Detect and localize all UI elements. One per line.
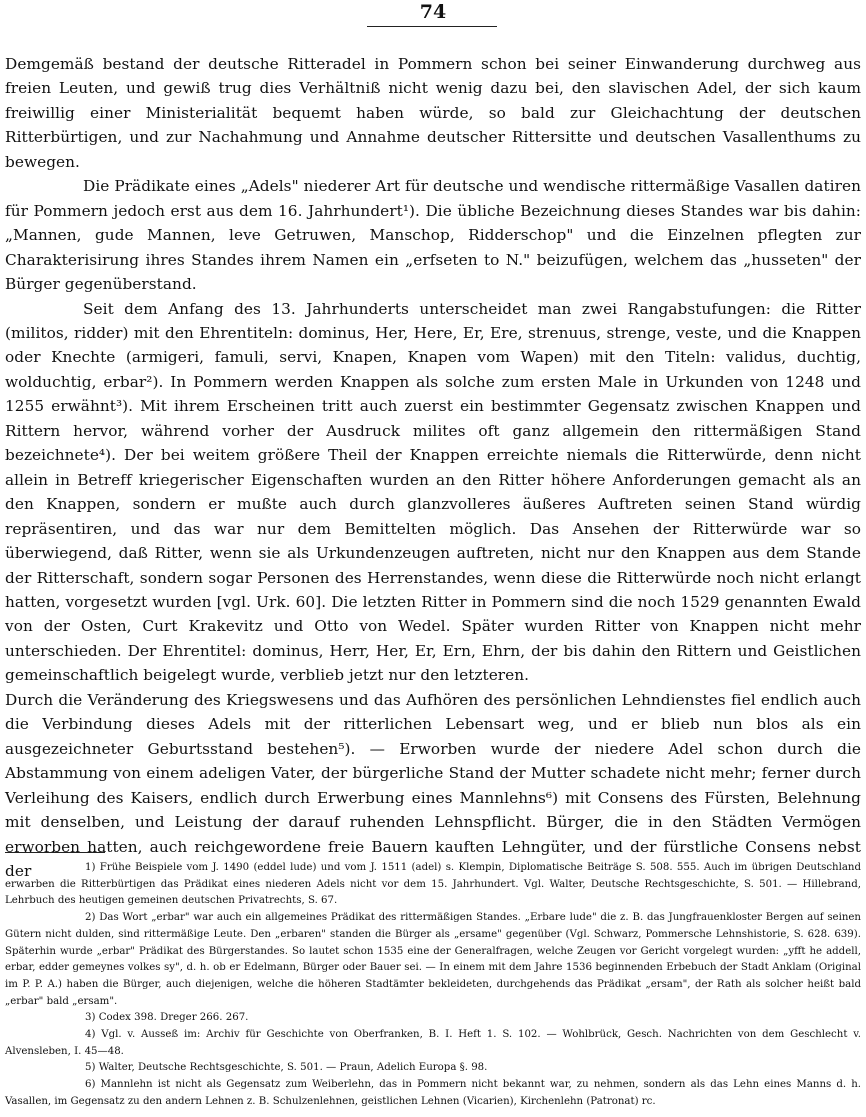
paragraph-2: Die Prädikate eines „Adels" niederer Art für deutsche und wendische rittermäßige Vasallen datiren für Pommern jedoch erst aus dem 16. Jahrhundert¹). Die übliche Bezeichnung dieses Standes war bis dahin: „Mannen, gude Mannen, leve Getruwen, Manschop, Ridderschop" und die Einzelnen pflegten zur Charakterisirung ihres Standes ihrem Namen ein „erfseten to N." beizufügen, welchem das „husseten" der Bürger gegenüberstand. (5, 177, 861, 294)
footnote-2: 2) Das Wort „erbar" war auch ein allgemeines Prädikat des rittermäßigen Standes. „Erbare lude" die z. B. das Jungfrauenkloster Bergen auf seinen Gütern nicht dulden, sind rittermäßige Leute. Den „erbaren" standen die Bürger als „ersame" gegenüber (Vgl. Schwarz, Pommersche Lehnshistorie, S. 628. 639). Späterhin wurde „erbar" Prädikat des Bürgerstandes. So lautet schon 1535 eine der Generalfragen, welche Zeugen vor Gericht vorgelegt wurden: „yfft he addell, erbar, edder gemeynes volkes sy", d. h. ob er Edelmann, Bürger oder Bauer sei. — In einem mit dem Jahre 1536 beginnenden Erbebuch der Stadt Anklam (Original im P. P. A.) haben die Bürger, auch diejenigen, welche die höheren Stadtämter bekleideten, durchgehends das Prädikat „ersam", der Rath als solcher heißt bald „erbar" bald „ersam". (5, 912, 861, 1007)
footnote-rule (5, 852, 105, 853)
footnote-6: 6) Mannlehn ist nicht als Gegensatz zum Weiberlehn, das in Pommern nicht bekannt war, zu nehmen, sondern als das Lehn eines Manns d. h. Vasallen, im Gegensatz zu den andern Lehnen z. B. Schulzenlehnen, geistlichen Lehnen (Vicarien), Kirchenlehn (Patronat) rc. (5, 1079, 861, 1107)
paragraph-4: Durch die Veränderung des Kriegswesens und das Aufhören des persönlichen Lehndienstes fiel endlich auch die Verbindung dieses Adels mit der ritterlichen Lebensart weg, und er blieb nun blos als ein ausgezeichneter Geburtsstand bestehen⁵). — Erworben wurde der niedere Adel schon durch die Abstammung von einem adeligen Vater, der bürgerliche Stand der Mutter schadete nicht mehr; ferner durch Verleihung des Kaisers, endlich durch Erwerbung eines Mannlehns⁶) mit Consens des Fürsten, Belehnung mit denselben, und Leistung der darauf ruhenden Lehnspflicht. Bürger, die in den Städten Vermögen erworben hatten, auch reichgewordene freie Bauern kauften Lehngüter, und der fürstliche Consens nebst der (5, 690, 861, 880)
page-number: 74 (419, 1, 447, 23)
paragraph-1: Demgemäß bestand der deutsche Ritteradel in Pommern schon bei seiner Einwanderung durchweg aus freien Leuten, und gewiß trug dies Verhältniß nicht wenig dazu bei, den slavischen Adel, der sich kaum freiwillig einer Ministerialität bequemt haben würde, so bald zur Gleichachtung der deutschen Ritterbürtigen, und zur Nachahmung und Annahme deutscher Rittersitte und deutschen Vasallenthums zu bewegen. (5, 55, 861, 171)
footnote-4: 4) Vgl. v. Ausseß im: Archiv für Geschichte von Oberfranken, B. I. Heft 1. S. 102. — Wohlbrück, Gesch. Nachrichten von dem Geschlecht v. Alvensleben, I. 45—48. (5, 1029, 861, 1057)
footnote-5: 5) Walter, Deutsche Rechtsgeschichte, S. 501. — Praun, Adelich Europa §. 98. (85, 1062, 488, 1074)
main-text (5, 52, 861, 883)
footnote-3: 3) Codex 398. Dreger 266. 267. (85, 1012, 249, 1024)
footnote-1: 1) Frühe Beispiele vom J. 1490 (eddel lude) und vom J. 1511 (adel) s. Klempin, Diplomatische Beiträge S. 508. 555. Auch im übrigen Deutschland erwarben die Ritterbürtigen das Prädikat eines niederen Adels nicht vor dem 15. Jahrhundert. Vgl. Walter, Deutsche Rechtsgeschichte, S. 501. — Hillebrand, Lehrbuch des heutigen gemeinen deutschen Privatrechts, S. 67. (5, 862, 861, 907)
footnotes (5, 860, 861, 1111)
paragraph-3: Seit dem Anfang des 13. Jahrhunderts unterscheidet man zwei Rangabstufungen: die Ritter (militos, ridder) mit den Ehrentiteln: dominus, Her, Here, Er, Ere, strenuus, strenge, veste, und die Knappen oder Knechte (armigeri, famuli, servi, Knapen, Knapen vom Wapen) mit den Titeln: validus, duchtig, wolduchtig, erbar²). In Pommern werden Knappen als solche zum ersten Male in Urkunden von 1248 und 1255 erwähnt³). Mit ihrem Erscheinen tritt auch zuerst ein bestimmter Gegensatz zwischen Knappen und Rittern hervor, während vorher der Ausdruck milites oft ganz allgemein den rittermäßigen Stand bezeichnete⁴). Der bei weitem größere Theil der Knappen erreichte niemals die Ritterwürde, denn nicht allein in Betreff kriegerischer Eigenschaften wurden an den Ritter höhere Anforderungen gemacht als an den Knappen, sondern er mußte auch durch glanzvolleres äußeres Auftreten seinen Stand würdig repräsentiren, und das war nur dem Bemittelten möglich. Das Ansehen der Ritterwürde war so überwiegend, daß Ritter, wenn sie als Urkundenzeugen auftreten, nicht nur den Knappen aus dem Stande der Ritterschaft, sondern sogar Personen des Herrenstandes, wenn diese die Ritterwürde noch nicht erlangt hatten, vorgesetzt wurden [vgl. Urk. 60]. Die letzten Ritter in Pommern sind die noch 1529 genannten Ewald von der Osten, Curt Krakevitz und Otto von Wedel. Später wurden Ritter von Knappen nicht mehr unterschieden. Der Ehrentitel: dominus, Herr, Her, Er, Ern, Ehrn, der bis dahin den Rittern und Geistlichen gemeinschaftlich beigelegt wurde, verblieb jetzt nur den letzteren. (5, 299, 861, 685)
header-rule (367, 26, 497, 27)
